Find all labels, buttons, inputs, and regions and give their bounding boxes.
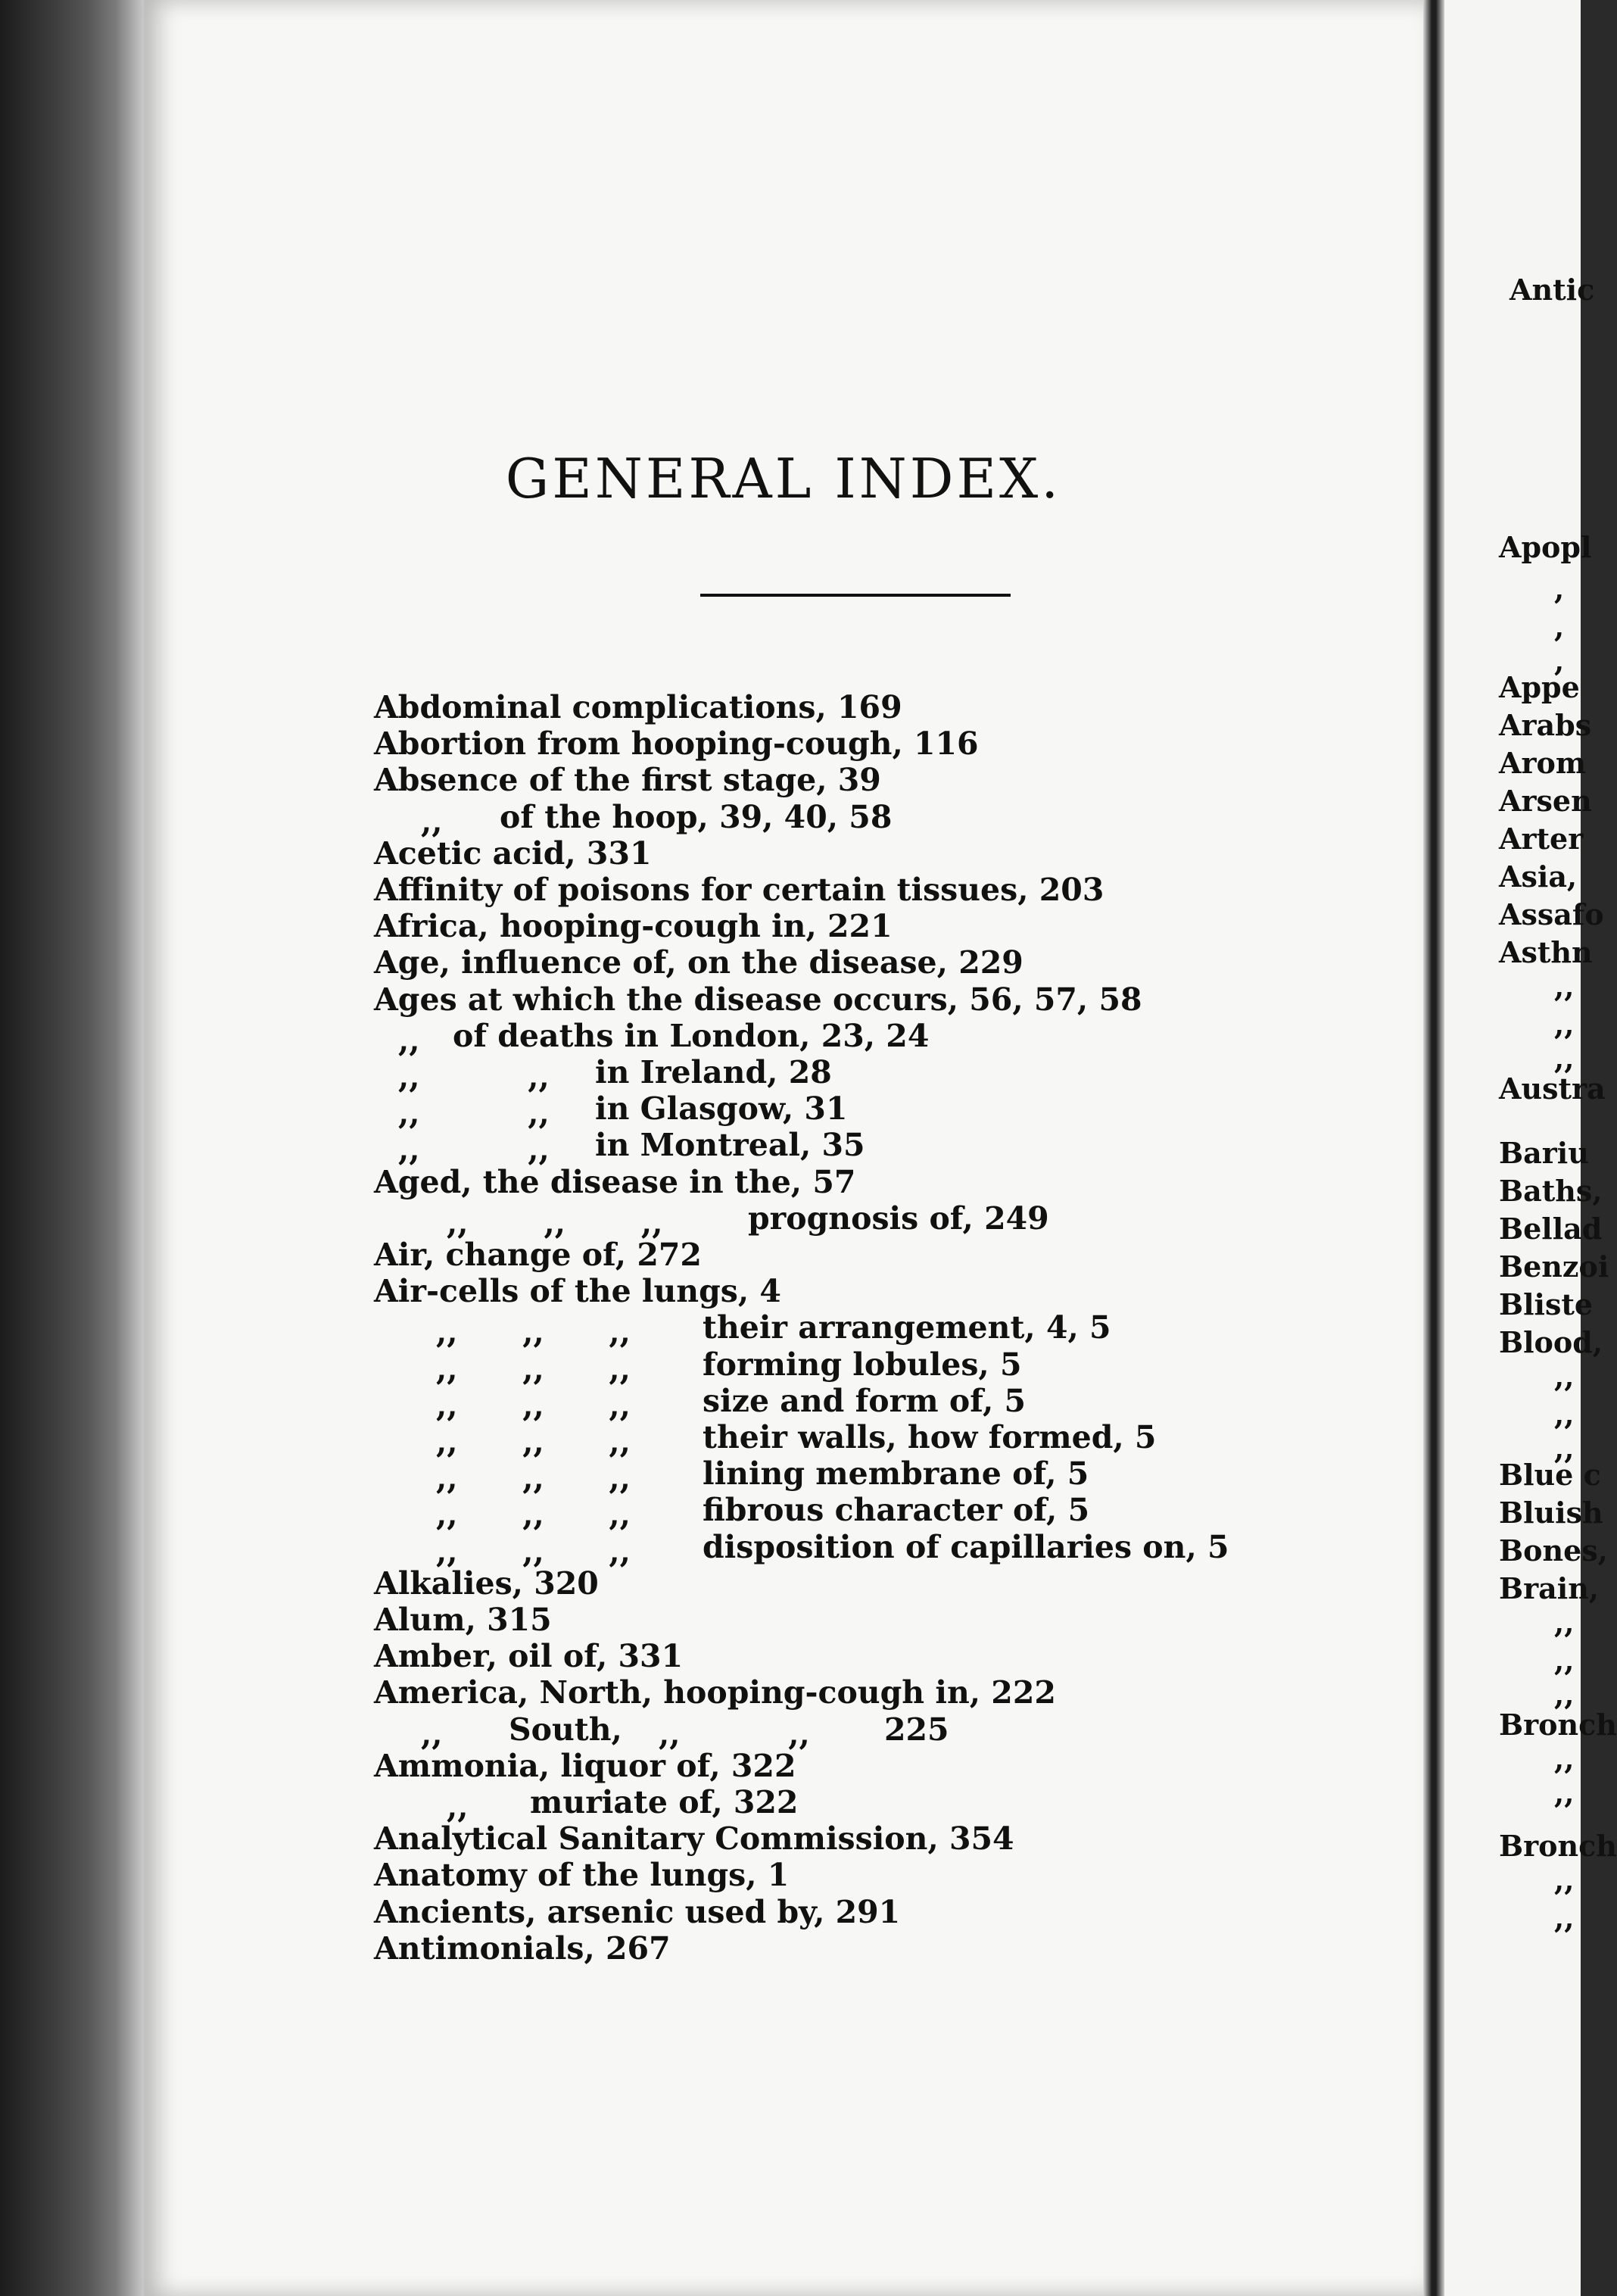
index-entry: Alum, 315	[374, 1602, 552, 1638]
right-page-entry-fragment: Arter	[1499, 822, 1584, 856]
right-page-entry-fragment: Blood,	[1499, 1325, 1603, 1359]
ditto-mark: ,, ,,	[398, 1095, 550, 1132]
index-entry: size and form of, 5	[703, 1382, 1027, 1419]
ditto-mark: ,, ,, ,,	[436, 1496, 631, 1533]
index-entry: Air-cells of the lungs, 4	[374, 1273, 781, 1310]
ditto-mark: ,, ,,	[398, 1131, 550, 1168]
right-page-entry-fragment: Austra	[1499, 1072, 1606, 1106]
index-entry: of the hoop, 39, 40, 58	[500, 798, 893, 835]
right-page-ditto-mark: ,,	[1554, 1643, 1575, 1677]
ditto-mark: ,, ,,	[398, 1059, 550, 1095]
index-entry: their walls, how formed, 5	[703, 1419, 1157, 1455]
index-entry: America, North, hooping-cough in, 222	[374, 1674, 1056, 1711]
right-page-entry-fragment: Benzoi	[1499, 1249, 1609, 1284]
index-entry: Ancients, arsenic used by, 291	[374, 1893, 901, 1930]
right-page-entry-fragment: Arabs	[1499, 708, 1592, 742]
right-page-ditto-mark: ,,	[1554, 1605, 1575, 1639]
right-page-ditto-mark: ,,	[1554, 969, 1575, 1003]
right-page-entry-fragment: Bronch	[1499, 1708, 1617, 1742]
ditto-mark: ,, ,, ,,	[436, 1350, 631, 1387]
index-entry: Air, change of, 272	[374, 1237, 702, 1273]
right-page-entry-fragment: Baths,	[1499, 1174, 1603, 1208]
right-page-entry-fragment: Asthn	[1499, 935, 1593, 969]
book-spine	[0, 0, 144, 2296]
index-entry: forming lobules, 5	[703, 1346, 1022, 1383]
right-page-ditto-mark: ,,	[1554, 1359, 1575, 1393]
index-entry: Aged, the disease in the, 57	[374, 1163, 856, 1200]
right-page-ditto-mark: ,,	[1554, 1901, 1575, 1935]
right-page	[1444, 0, 1617, 2296]
right-page-entry-fragment: Assafo	[1499, 897, 1604, 931]
right-page-entry-fragment: Bones,	[1499, 1533, 1608, 1568]
ditto-mark: ,, ,, ,,	[436, 1533, 631, 1570]
index-entry: disposition of capillaries on, 5	[703, 1528, 1229, 1565]
index-entry: prognosis of, 249	[748, 1199, 1049, 1237]
index-entry: Ages at which the disease occurs, 56, 57, 58	[374, 981, 1142, 1018]
right-page-ditto-mark: ,,	[1554, 1863, 1575, 1897]
ditto-mark: ,,	[421, 1715, 443, 1752]
right-page-entry-fragment: Arom	[1499, 746, 1587, 780]
ditto-mark: ,,	[447, 1789, 469, 1825]
index-entry: of deaths in London, 23, 24	[453, 1017, 930, 1054]
right-page-ditto-mark: ,,	[1554, 1776, 1575, 1810]
title-rule	[700, 594, 1011, 597]
right-page-entry-fragment: Apopl	[1499, 530, 1592, 564]
right-page-entry-fragment: Bluish	[1499, 1496, 1603, 1530]
ditto-mark: ,,	[398, 1022, 420, 1059]
ditto-mark: ,,	[421, 803, 443, 840]
right-page-entry-fragment: Arsen	[1499, 784, 1592, 818]
ditto-mark: ,, ,, ,,	[436, 1314, 631, 1351]
index-entry: Absence of the first stage, 39	[374, 762, 881, 799]
page-gutter	[1423, 0, 1444, 2296]
index-entry: Acetic acid, 331	[374, 834, 652, 872]
right-page-entry-fragment: Bronch	[1499, 1829, 1617, 1863]
index-entry: fibrous character of, 5	[703, 1492, 1090, 1529]
right-page-entry-fragment: Asia,	[1499, 859, 1578, 894]
index-entry: in Ireland, 28	[595, 1054, 832, 1090]
right-page-entry-fragment: Blue c	[1499, 1458, 1601, 1492]
ditto-mark: ,, ,, ,,	[436, 1424, 631, 1460]
right-page-entry-fragment: Brain,	[1499, 1571, 1600, 1605]
right-page-entry-fragment: Appe	[1499, 670, 1580, 704]
right-page-ditto-mark: ,,	[1554, 1397, 1575, 1431]
index-entry: South,	[509, 1711, 622, 1748]
ditto-mark: ,, ,,	[659, 1715, 810, 1752]
right-page-ditto-mark: ,	[1554, 572, 1565, 606]
ditto-mark: ,, ,, ,,	[447, 1204, 663, 1241]
index-entry: their arrangement, 4, 5	[703, 1309, 1111, 1346]
index-entry: Abortion from hooping-cough, 116	[374, 725, 979, 763]
right-page-entry-fragment: Antic	[1510, 273, 1595, 307]
right-page-entry-fragment: Bliste	[1499, 1287, 1594, 1321]
index-entry: Age, influence of, on the disease, 229	[374, 944, 1023, 981]
index-entry: Anatomy of the lungs, 1	[374, 1857, 790, 1894]
right-page-ditto-mark: ,,	[1554, 1041, 1575, 1075]
index-entry: Amber, oil of, 331	[374, 1638, 684, 1675]
ditto-mark: ,, ,, ,,	[436, 1460, 631, 1497]
page-reference: 225	[884, 1711, 949, 1748]
right-page-ditto-mark: ,,	[1554, 1431, 1575, 1465]
index-entry: Antimonials, 267	[374, 1929, 671, 1967]
right-page-ditto-mark: ,,	[1554, 1677, 1575, 1711]
index-entry: in Montreal, 35	[595, 1127, 865, 1164]
index-entry: Analytical Sanitary Commission, 354	[374, 1820, 1014, 1858]
index-entry: Ammonia, liquor of, 322	[374, 1747, 796, 1784]
index-entry: lining membrane of, 5	[703, 1455, 1089, 1493]
index-entry: Affinity of poisons for certain tissues, 203	[374, 872, 1104, 908]
index-entry: in Glasgow, 31	[595, 1090, 848, 1128]
right-page-entry-fragment: Bellad	[1499, 1212, 1603, 1246]
right-page-ditto-mark: ,,	[1554, 1007, 1575, 1041]
right-page-ditto-mark: ,	[1554, 644, 1565, 678]
right-page-entry-fragment: Bariu	[1499, 1136, 1589, 1170]
index-entry: Alkalies, 320	[374, 1564, 599, 1602]
right-page-ditto-mark: ,	[1554, 610, 1565, 644]
page-title: GENERAL INDEX.	[505, 447, 1062, 510]
index-entry: Africa, hooping-cough in, 221	[374, 908, 893, 945]
ditto-mark: ,, ,, ,,	[436, 1387, 631, 1424]
index-entry: Abdominal complications, 169	[374, 689, 902, 725]
index-entry: muriate of, 322	[530, 1784, 799, 1820]
right-page-ditto-mark: ,,	[1554, 1742, 1575, 1776]
